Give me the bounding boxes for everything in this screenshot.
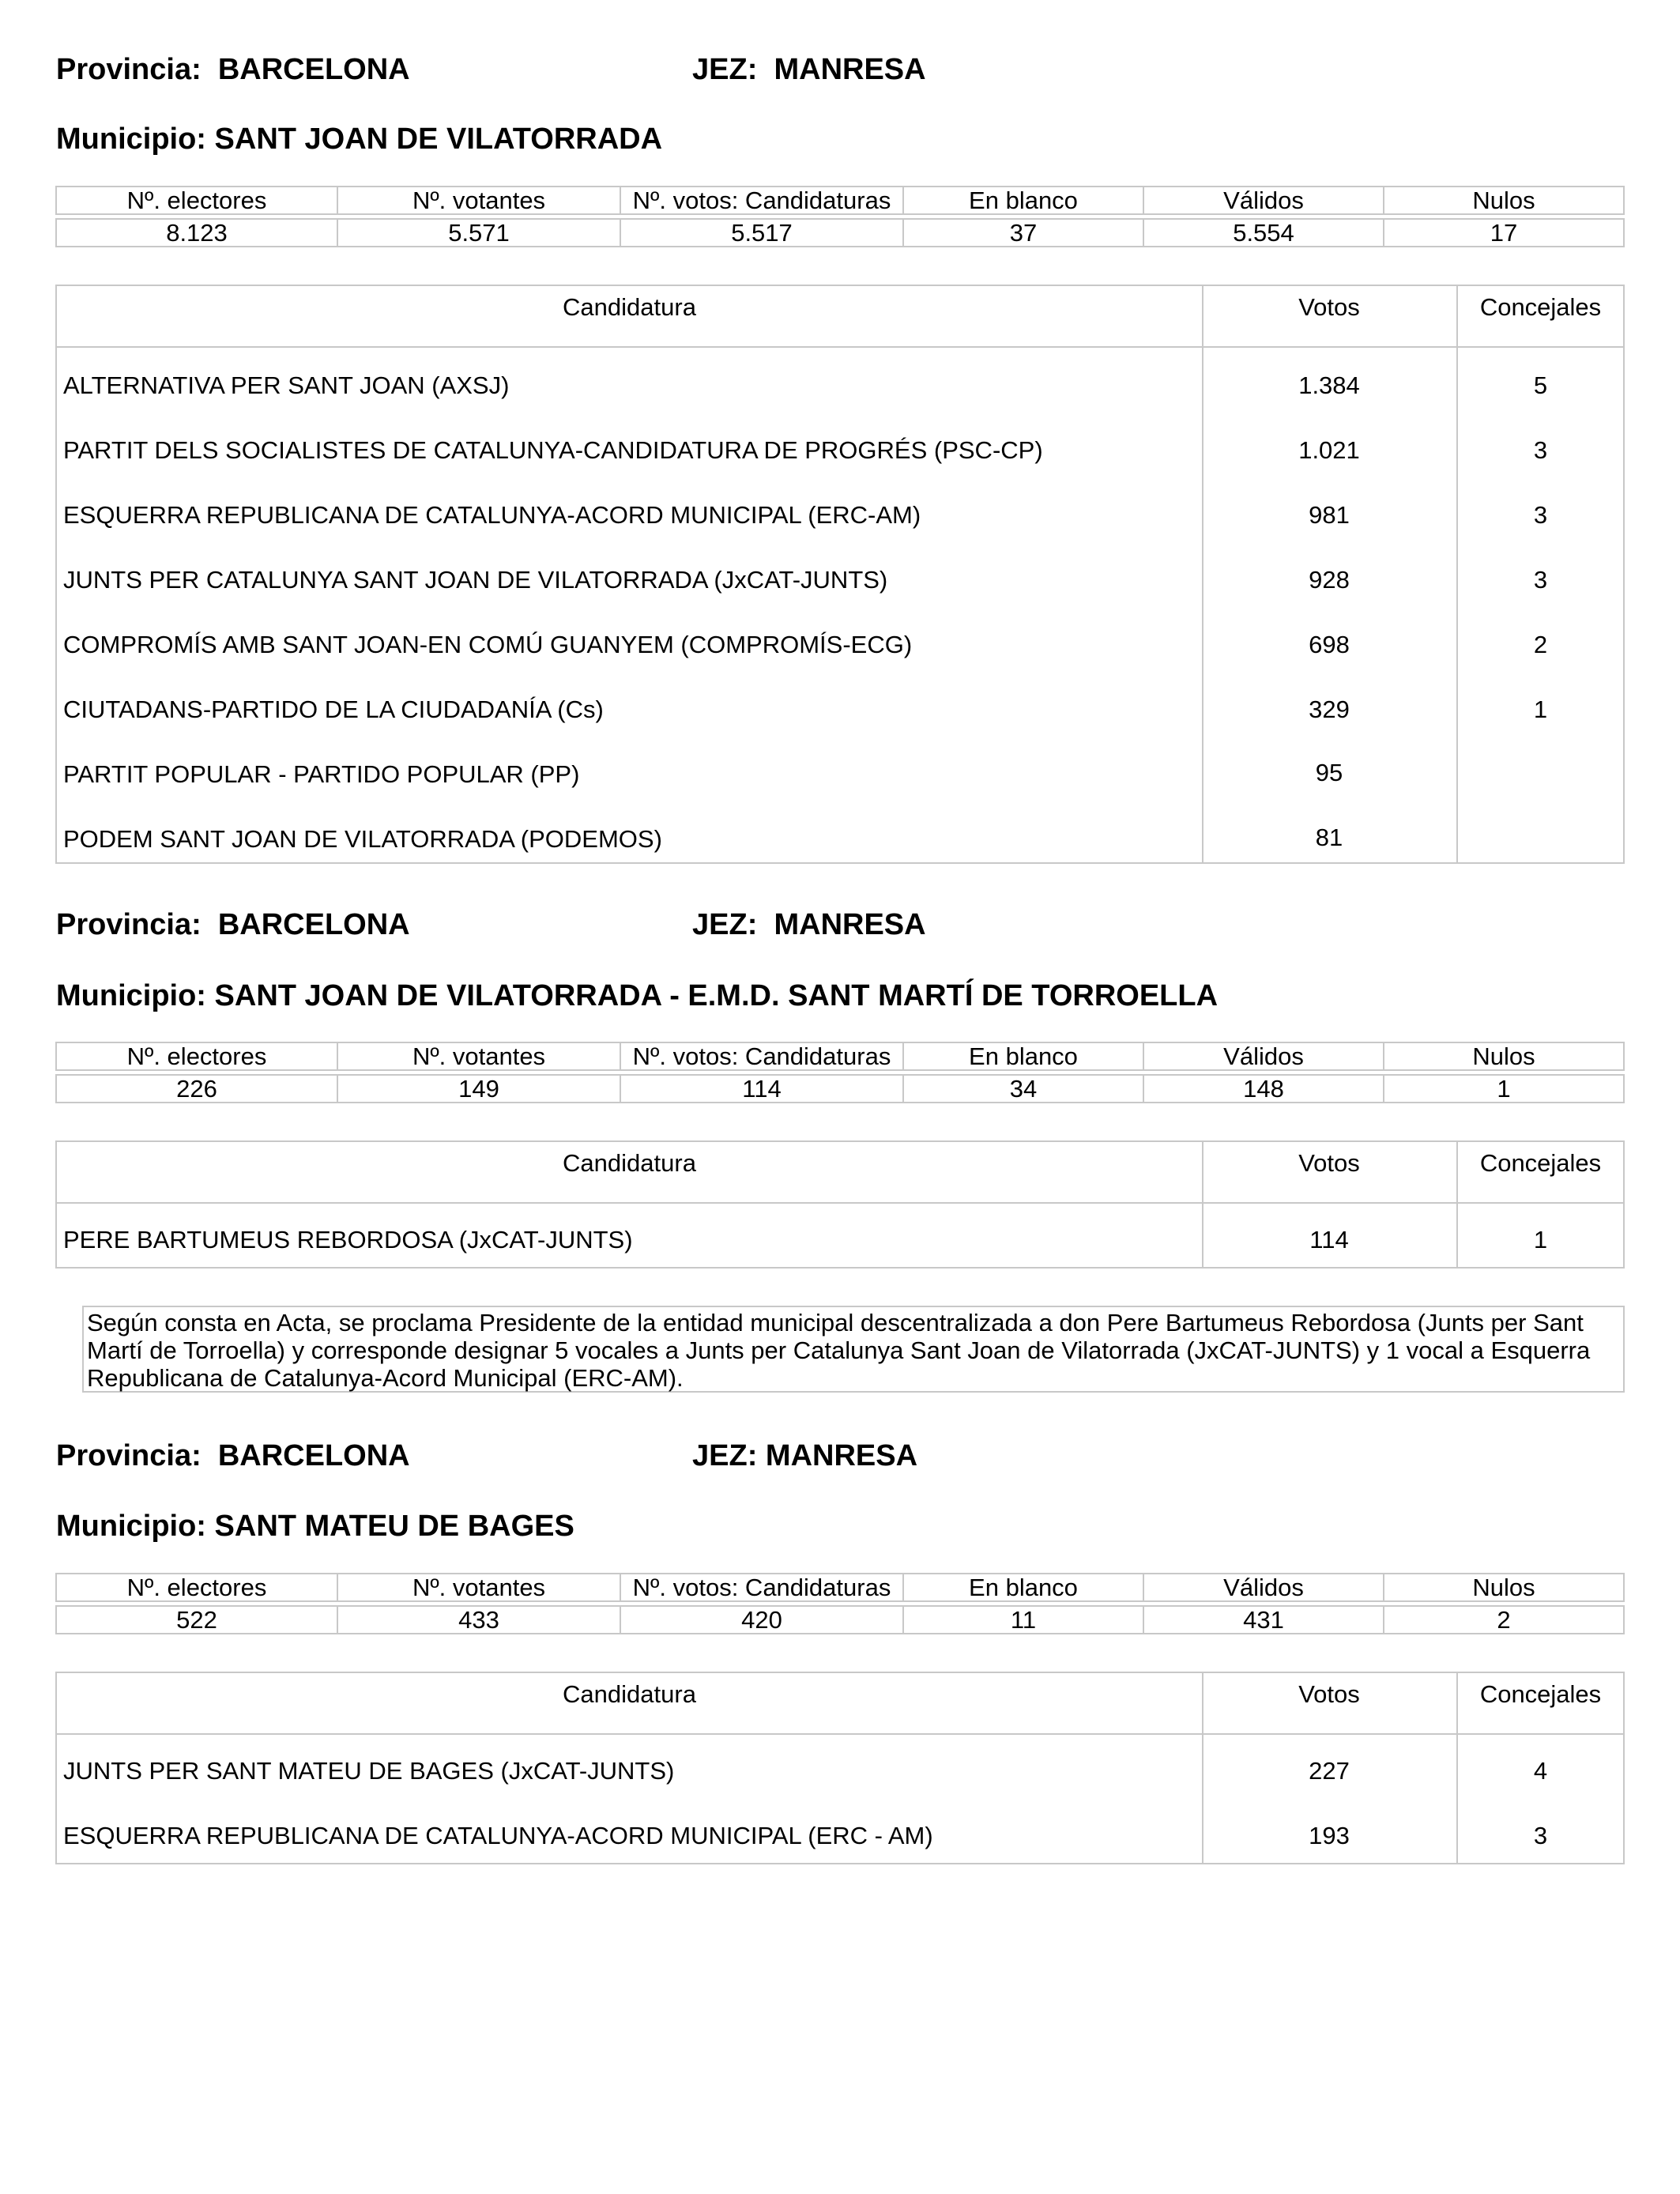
summary-header-electores: Nº. electores xyxy=(55,186,338,215)
candidate-name: PODEM SANT JOAN DE VILATORRADA (PODEMOS) xyxy=(63,825,662,853)
summary-header-votos-candidaturas: Nº. votos: Candidaturas xyxy=(620,1042,904,1071)
municipio-header xyxy=(56,122,662,156)
municipio-header xyxy=(56,1509,574,1544)
summary-table xyxy=(55,1042,1625,1103)
candidate-name: JUNTS PER CATALUNYA SANT JOAN DE VILATORRADA (JxCAT-JUNTS) xyxy=(63,566,888,594)
results-table xyxy=(55,285,1625,864)
provincia-value: BARCELONA xyxy=(217,1439,410,1472)
candidate-votos: 114 xyxy=(1309,1226,1349,1253)
summary-header-nulos: Nulos xyxy=(1383,1573,1625,1602)
header-divider xyxy=(57,1733,1623,1735)
jez-value: MANRESA xyxy=(774,53,926,86)
summary-header-electores: Nº. electores xyxy=(55,1042,338,1071)
candidate-name: PERE BARTUMEUS REBORDOSA (JxCAT-JUNTS) xyxy=(63,1226,633,1253)
jez-value: MANRESA xyxy=(765,1439,918,1472)
jez-label: JEZ: xyxy=(692,1439,758,1472)
summary-votos-candidaturas: 5.517 xyxy=(620,218,904,247)
acta-note: Según consta en Acta, se proclama Presidente de la entidad municipal descentralizada a don Pere Bartumeus Rebordosa (Junts per Sant Martí de Torroella) y corresponde designar 5 vocales a Junts per Catalunya Sant Joan de Vilatorrada (JxCAT-JUNTS) y 1 vocal a Esquerra Republicana de Catalunya-Acord Municipal (ERC-AM). xyxy=(82,1306,1625,1393)
results-header-concejales: Concejales xyxy=(1479,1680,1602,1708)
results-header-concejales: Concejales xyxy=(1479,293,1602,321)
provincia-label: Provincia: xyxy=(56,908,202,941)
candidate-concejales: 1 xyxy=(1533,696,1548,723)
summary-table xyxy=(55,1573,1625,1634)
results-table xyxy=(55,1140,1625,1269)
candidate-name: PARTIT POPULAR - PARTIDO POPULAR (PP) xyxy=(63,760,580,788)
candidate-name: PARTIT DELS SOCIALISTES DE CATALUNYA-CANDIDATURA DE PROGRÉS (PSC-CP) xyxy=(63,436,1043,464)
candidate-votos: 698 xyxy=(1309,631,1350,658)
results-header-candidatura: Candidatura xyxy=(563,1149,696,1177)
summary-nulos: 2 xyxy=(1383,1605,1625,1634)
candidate-name: ESQUERRA REPUBLICANA DE CATALUNYA-ACORD MUNICIPAL (ERC - AM) xyxy=(63,1822,933,1849)
candidate-votos: 329 xyxy=(1309,696,1350,723)
candidate-concejales: 3 xyxy=(1533,566,1548,594)
candidate-name: COMPROMÍS AMB SANT JOAN-EN COMÚ GUANYEM (COMPROMÍS-ECG) xyxy=(63,631,913,658)
provincia-label: Provincia: xyxy=(56,53,202,86)
candidate-concejales: 3 xyxy=(1533,436,1548,464)
provincia-header xyxy=(56,907,410,942)
jez-label: JEZ: xyxy=(692,53,758,86)
candidate-name: CIUTADANS-PARTIDO DE LA CIUDADANÍA (Cs) xyxy=(63,696,604,723)
jez-label: JEZ: xyxy=(692,908,758,941)
summary-blanco: 37 xyxy=(902,218,1144,247)
municipio-value: SANT MATEU DE BAGES xyxy=(214,1510,574,1543)
candidate-name: JUNTS PER SANT MATEU DE BAGES (JxCAT-JUNTS) xyxy=(63,1757,675,1785)
candidate-concejales: 3 xyxy=(1533,501,1548,529)
summary-electores: 226 xyxy=(55,1074,338,1103)
summary-header-votos-candidaturas: Nº. votos: Candidaturas xyxy=(620,186,904,215)
results-header-votos: Votos xyxy=(1298,1680,1360,1708)
municipio-label: Municipio: xyxy=(56,123,206,156)
summary-electores: 8.123 xyxy=(55,218,338,247)
municipio-value: SANT JOAN DE VILATORRADA xyxy=(214,123,663,156)
provincia-value: BARCELONA xyxy=(217,908,410,941)
summary-header-nulos: Nulos xyxy=(1383,1042,1625,1071)
candidate-concejales: 4 xyxy=(1533,1757,1548,1785)
jez-header xyxy=(692,1438,917,1473)
municipio-value: SANT JOAN DE VILATORRADA - E.M.D. SANT MARTÍ DE TORROELLA xyxy=(214,979,1219,1012)
results-header-votos: Votos xyxy=(1298,293,1360,321)
summary-header-nulos: Nulos xyxy=(1383,186,1625,215)
summary-header-votantes: Nº. votantes xyxy=(337,1573,621,1602)
summary-votantes: 5.571 xyxy=(337,218,621,247)
candidate-concejales: 5 xyxy=(1533,371,1548,399)
candidate-name: ALTERNATIVA PER SANT JOAN (AXSJ) xyxy=(63,371,510,399)
summary-nulos: 17 xyxy=(1383,218,1625,247)
summary-table xyxy=(55,186,1625,247)
summary-validos: 148 xyxy=(1143,1074,1384,1103)
municipio-label: Municipio: xyxy=(56,979,206,1012)
summary-electores: 522 xyxy=(55,1605,338,1634)
municipio-label: Municipio: xyxy=(56,1510,206,1543)
candidate-votos: 1.021 xyxy=(1298,436,1360,464)
results-header-concejales: Concejales xyxy=(1479,1149,1602,1177)
candidate-votos: 981 xyxy=(1309,501,1350,529)
summary-header-validos: Válidos xyxy=(1143,186,1384,215)
jez-value: MANRESA xyxy=(774,908,926,941)
municipio-header xyxy=(56,978,1218,1013)
summary-blanco: 11 xyxy=(902,1605,1144,1634)
candidate-votos: 227 xyxy=(1309,1757,1350,1785)
summary-header-blanco: En blanco xyxy=(902,186,1144,215)
candidate-votos: 95 xyxy=(1315,759,1343,786)
summary-header-votantes: Nº. votantes xyxy=(337,1042,621,1071)
summary-validos: 431 xyxy=(1143,1605,1384,1634)
summary-header-validos: Válidos xyxy=(1143,1573,1384,1602)
results-header-votos: Votos xyxy=(1298,1149,1360,1177)
header-divider xyxy=(57,346,1623,348)
provincia-header xyxy=(56,52,410,87)
summary-header-votantes: Nº. votantes xyxy=(337,186,621,215)
summary-blanco: 34 xyxy=(902,1074,1144,1103)
summary-header-validos: Válidos xyxy=(1143,1042,1384,1071)
results-table xyxy=(55,1672,1625,1864)
candidate-votos: 81 xyxy=(1315,824,1343,851)
summary-header-blanco: En blanco xyxy=(902,1042,1144,1071)
candidate-votos: 1.384 xyxy=(1298,371,1360,399)
summary-votos-candidaturas: 114 xyxy=(620,1074,904,1103)
header-divider xyxy=(57,1202,1623,1204)
summary-header-blanco: En blanco xyxy=(902,1573,1144,1602)
provincia-header xyxy=(56,1438,410,1473)
provincia-value: BARCELONA xyxy=(217,53,410,86)
results-header-candidatura: Candidatura xyxy=(563,293,696,321)
candidate-name: ESQUERRA REPUBLICANA DE CATALUNYA-ACORD MUNICIPAL (ERC-AM) xyxy=(63,501,921,529)
jez-header xyxy=(692,52,926,87)
results-header-candidatura: Candidatura xyxy=(563,1680,696,1708)
summary-votos-candidaturas: 420 xyxy=(620,1605,904,1634)
jez-header xyxy=(692,907,926,942)
summary-votantes: 149 xyxy=(337,1074,621,1103)
summary-votantes: 433 xyxy=(337,1605,621,1634)
candidate-concejales: 3 xyxy=(1533,1822,1548,1849)
summary-nulos: 1 xyxy=(1383,1074,1625,1103)
summary-validos: 5.554 xyxy=(1143,218,1384,247)
summary-header-electores: Nº. electores xyxy=(55,1573,338,1602)
candidate-votos: 928 xyxy=(1309,566,1350,594)
candidate-concejales: 1 xyxy=(1533,1226,1548,1253)
provincia-label: Provincia: xyxy=(56,1439,202,1472)
summary-header-votos-candidaturas: Nº. votos: Candidaturas xyxy=(620,1573,904,1602)
candidate-concejales: 2 xyxy=(1533,631,1548,658)
candidate-votos: 193 xyxy=(1309,1822,1350,1849)
